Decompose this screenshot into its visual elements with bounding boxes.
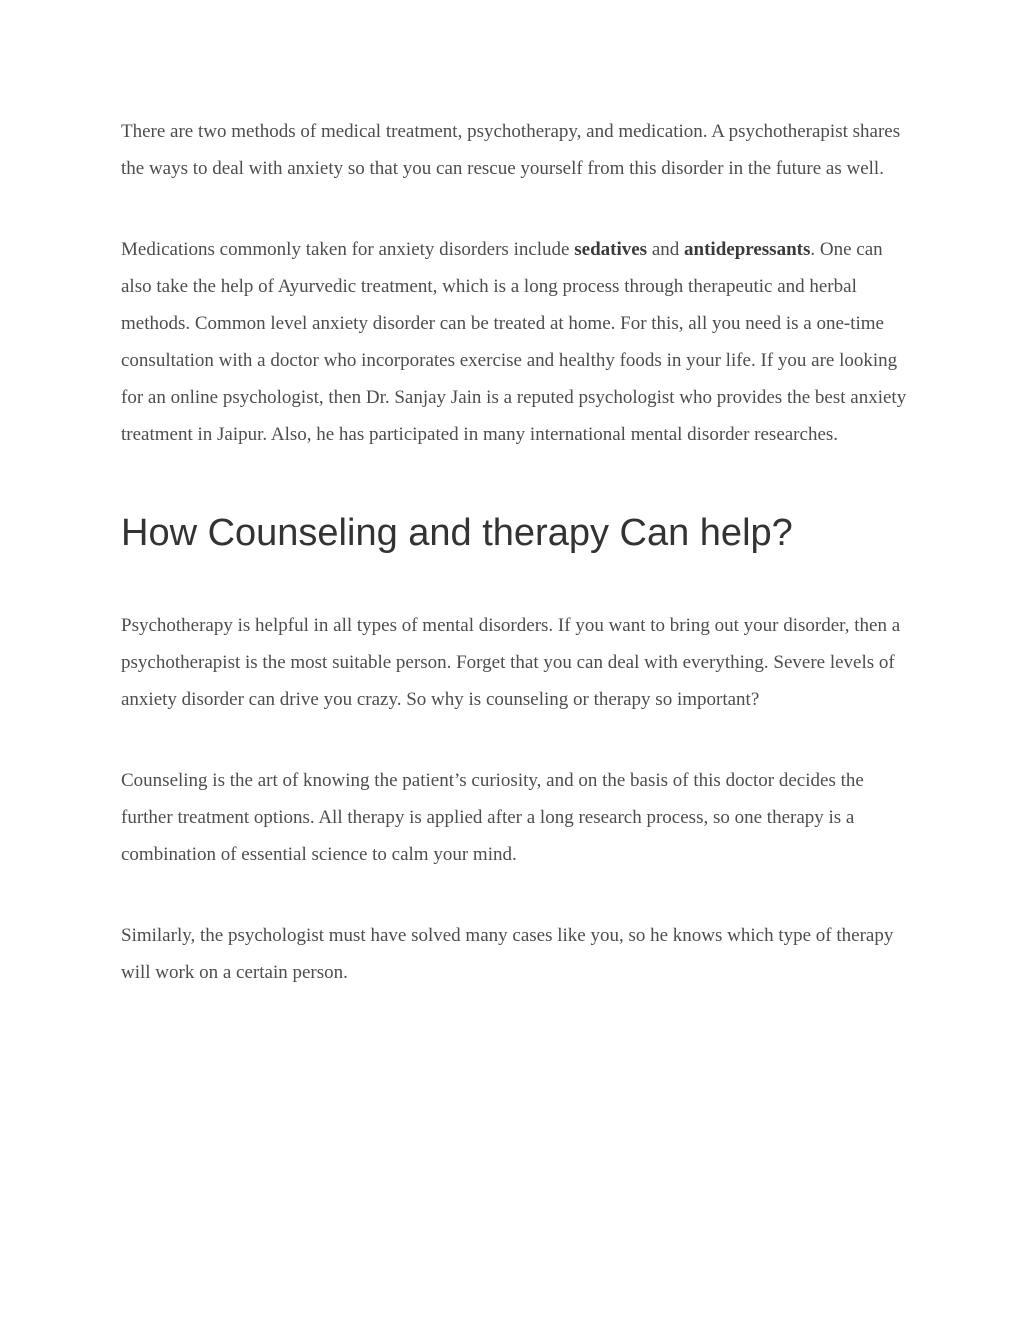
antidepressants-bold-text: antidepressants: [684, 239, 811, 260]
medications-rest-text: . One can also take the help of Ayurvedic treatment, which is a long process through therapeutic and herbal methods. Common level anxiety disorder can be treated at home. For this, all you need is a one-time consultation with a doctor who incorporates exercise and healthy foods in your life. If you are looking for an online psychologist, then Dr. Sanjay Jain is a reputed psychologist who provides the best anxiety treatment in Jaipur. Also, he has participated in many international mental disorder researches.: [121, 239, 907, 445]
paragraph-medications: [121, 231, 911, 453]
paragraph-treatment-methods: There are two methods of medical treatment, psychotherapy, and medication. A psychotherapist shares the ways to deal with anxiety so that you can rescue yourself from this disorder in the future as well.: [121, 121, 901, 179]
medications-intro-text: Medications commonly taken for anxiety disorders include: [121, 239, 575, 260]
paragraph-counseling: Counseling is the art of knowing the patient’s curiosity, and on the basis of this doctor decides the further treatment options. All therapy is applied after a long research process, so one therapy is a combination of essential science to calm your mind.: [121, 770, 864, 865]
document-body: [121, 113, 911, 991]
sedatives-bold-text: sedatives: [574, 239, 648, 260]
section-heading: How Counseling and therapy Can help?: [121, 512, 793, 554]
paragraph-similarly: Similarly, the psychologist must have solved many cases like you, so he knows which type of therapy will work on a certain person.: [121, 925, 894, 983]
paragraph-psychotherapy: Psychotherapy is helpful in all types of mental disorders. If you want to bring out your disorder, then a psychotherapist is the most suitable person. Forget that you can deal with everything. Severe levels of anxiety disorder can drive you crazy. So why is counseling or therapy so important?: [121, 615, 901, 710]
medications-connector-text: and: [647, 239, 685, 260]
